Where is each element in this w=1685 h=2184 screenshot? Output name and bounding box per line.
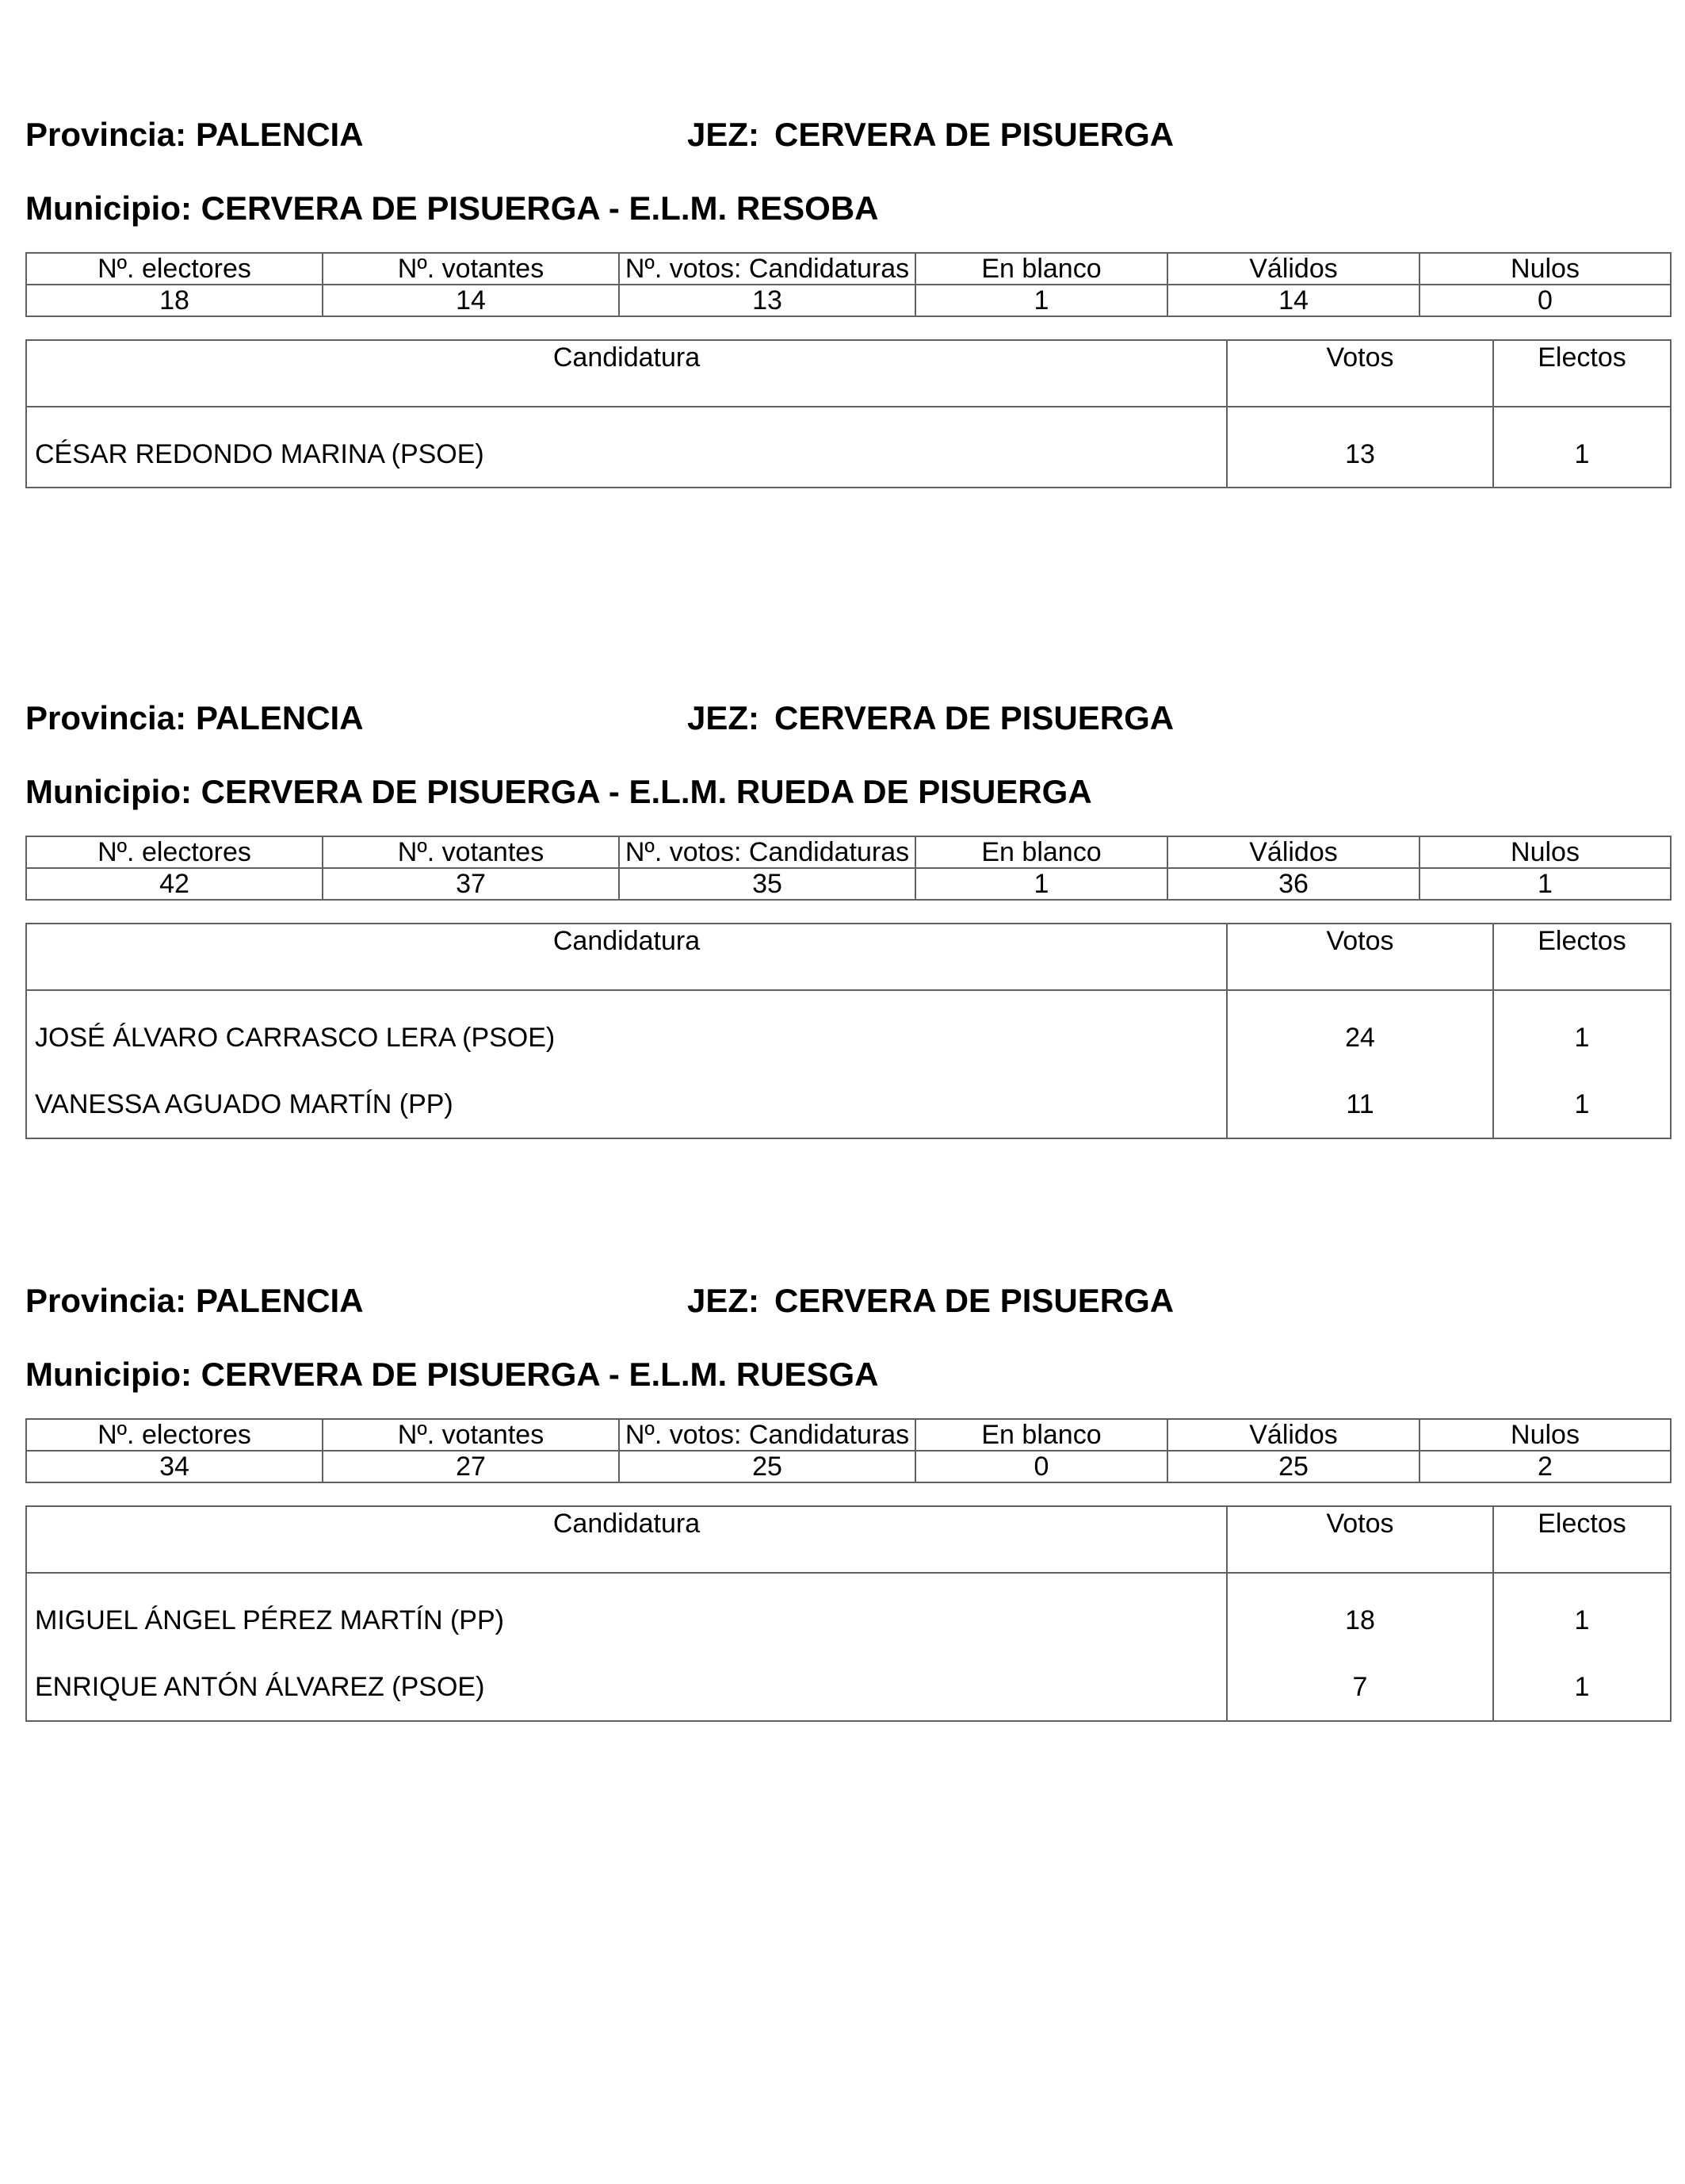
col-validos: Válidos	[1167, 253, 1419, 285]
val-votos-candidaturas: 25	[619, 1451, 915, 1482]
col-validos: Válidos	[1167, 1419, 1419, 1451]
stats-table	[25, 836, 1672, 901]
candidate-votos: 11	[1227, 1071, 1493, 1138]
val-validos: 14	[1167, 285, 1419, 316]
col-candidatura: Candidatura	[26, 1506, 1227, 1573]
candidate-name: CÉSAR REDONDO MARINA (PSOE)	[26, 407, 1227, 488]
val-nulos: 1	[1419, 868, 1671, 900]
provincia-label: Provincia:	[25, 699, 187, 736]
col-votos-candidaturas: Nº. votos: Candidaturas	[619, 253, 915, 285]
col-votos: Votos	[1227, 340, 1493, 407]
jez-label: JEZ:	[687, 116, 760, 153]
col-nulos: Nulos	[1419, 1419, 1671, 1451]
col-votos: Votos	[1227, 924, 1493, 990]
col-en-blanco: En blanco	[915, 836, 1167, 868]
stats-values-row	[26, 1451, 1671, 1482]
candidate-votos: 24	[1227, 990, 1493, 1071]
jez-value: CERVERA DE PISUERGA	[774, 699, 1175, 736]
candidate-name: ENRIQUE ANTÓN ÁLVAREZ (PSOE)	[26, 1654, 1227, 1721]
col-electos: Electos	[1493, 924, 1671, 990]
stats-table	[25, 252, 1672, 317]
section-header	[25, 111, 1670, 159]
candidate-electos: 1	[1493, 1071, 1671, 1138]
candidates-table	[25, 339, 1672, 488]
stats-header-row	[26, 253, 1671, 285]
val-nulos: 0	[1419, 285, 1671, 316]
val-nulos: 2	[1419, 1451, 1671, 1482]
candidate-electos: 1	[1493, 1573, 1671, 1654]
provincia-value: PALENCIA	[196, 699, 364, 736]
col-nulos: Nulos	[1419, 836, 1671, 868]
col-electores: Nº. electores	[26, 836, 323, 868]
stats-header-row	[26, 1419, 1671, 1451]
col-votos-candidaturas: Nº. votos: Candidaturas	[619, 836, 915, 868]
candidate-name: JOSÉ ÁLVARO CARRASCO LERA (PSOE)	[26, 990, 1227, 1071]
col-votos: Votos	[1227, 1506, 1493, 1573]
municipio-title: Municipio: CERVERA DE PISUERGA - E.L.M. RUEDA DE PISUERGA	[25, 773, 1092, 810]
col-validos: Válidos	[1167, 836, 1419, 868]
candidate-name: VANESSA AGUADO MARTÍN (PP)	[26, 1071, 1227, 1138]
col-en-blanco: En blanco	[915, 253, 1167, 285]
candidate-row	[26, 990, 1671, 1071]
col-votantes: Nº. votantes	[323, 253, 619, 285]
municipio-title: Municipio: CERVERA DE PISUERGA - E.L.M. RUESGA	[25, 1356, 879, 1393]
candidate-electos: 1	[1493, 1654, 1671, 1721]
candidate-row	[26, 1654, 1671, 1721]
val-votantes: 37	[323, 868, 619, 900]
candidate-electos: 1	[1493, 990, 1671, 1071]
candidates-table	[25, 923, 1672, 1139]
col-en-blanco: En blanco	[915, 1419, 1167, 1451]
section-header	[25, 1277, 1670, 1325]
col-electores: Nº. electores	[26, 1419, 323, 1451]
col-electos: Electos	[1493, 340, 1671, 407]
val-electores: 18	[26, 285, 323, 316]
municipio-title: Municipio: CERVERA DE PISUERGA - E.L.M. RESOBA	[25, 189, 879, 227]
val-en-blanco: 0	[915, 1451, 1167, 1482]
candidate-votos: 13	[1227, 407, 1493, 488]
jez-value: CERVERA DE PISUERGA	[774, 1282, 1175, 1319]
col-candidatura: Candidatura	[26, 340, 1227, 407]
col-electores: Nº. electores	[26, 253, 323, 285]
val-en-blanco: 1	[915, 868, 1167, 900]
candidate-votos: 7	[1227, 1654, 1493, 1721]
jez-label: JEZ:	[687, 699, 760, 736]
val-validos: 36	[1167, 868, 1419, 900]
stats-values-row	[26, 868, 1671, 900]
col-electos: Electos	[1493, 1506, 1671, 1573]
candidate-votos: 18	[1227, 1573, 1493, 1654]
candidate-name: MIGUEL ÁNGEL PÉREZ MARTÍN (PP)	[26, 1573, 1227, 1654]
val-electores: 34	[26, 1451, 323, 1482]
col-candidatura: Candidatura	[26, 924, 1227, 990]
col-nulos: Nulos	[1419, 253, 1671, 285]
candidate-row	[26, 1573, 1671, 1654]
candidates-header-row	[26, 340, 1671, 407]
candidates-header-row	[26, 1506, 1671, 1573]
candidates-header-row	[26, 924, 1671, 990]
provincia-value: PALENCIA	[196, 116, 364, 153]
provincia-label: Provincia:	[25, 116, 187, 153]
provincia-label: Provincia:	[25, 1282, 187, 1319]
section-header	[25, 694, 1670, 742]
stats-table	[25, 1418, 1672, 1483]
val-votos-candidaturas: 13	[619, 285, 915, 316]
col-votantes: Nº. votantes	[323, 836, 619, 868]
val-votantes: 14	[323, 285, 619, 316]
val-en-blanco: 1	[915, 285, 1167, 316]
stats-values-row	[26, 285, 1671, 316]
val-votos-candidaturas: 35	[619, 868, 915, 900]
candidate-row	[26, 1071, 1671, 1138]
col-votos-candidaturas: Nº. votos: Candidaturas	[619, 1419, 915, 1451]
stats-header-row	[26, 836, 1671, 868]
candidate-electos: 1	[1493, 407, 1671, 488]
val-electores: 42	[26, 868, 323, 900]
val-validos: 25	[1167, 1451, 1419, 1482]
val-votantes: 27	[323, 1451, 619, 1482]
candidate-row	[26, 407, 1671, 488]
jez-value: CERVERA DE PISUERGA	[774, 116, 1175, 153]
candidates-table	[25, 1505, 1672, 1722]
jez-label: JEZ:	[687, 1282, 760, 1319]
col-votantes: Nº. votantes	[323, 1419, 619, 1451]
provincia-value: PALENCIA	[196, 1282, 364, 1319]
